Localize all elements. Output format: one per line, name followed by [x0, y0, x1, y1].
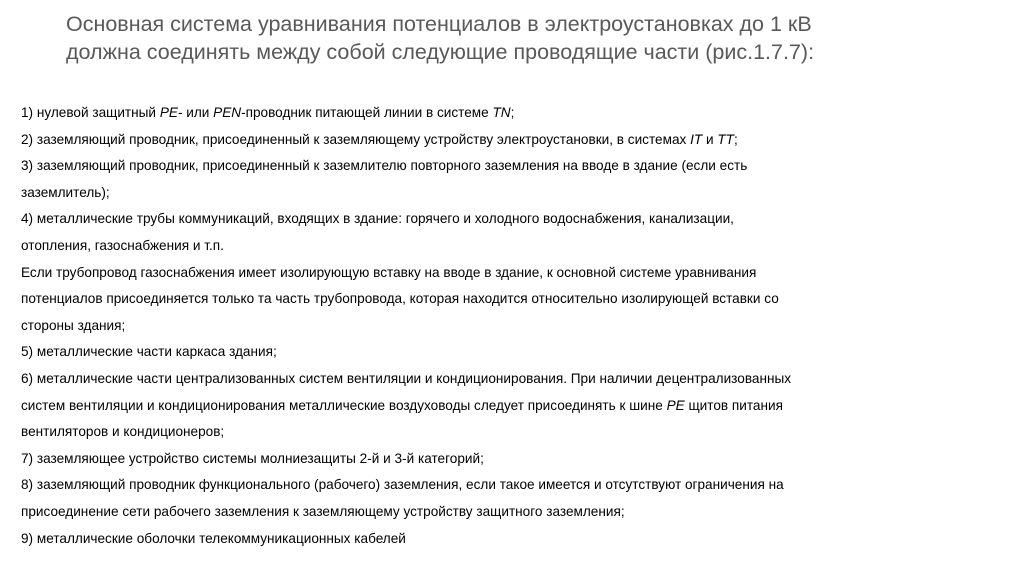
list-item: 5) металлические части каркаса здания;	[21, 344, 277, 360]
list-item-continuation: отопления, газоснабжения и т.п.	[21, 237, 224, 253]
slide-body	[21, 100, 1006, 552]
list-item-continuation: заземлитель);	[21, 184, 110, 200]
slide-title	[66, 10, 966, 66]
title-line-1: Основная система уравнивания потенциалов в электроустановках до 1 кВ	[66, 12, 812, 36]
paragraph-continuation: потенциалов присоединяется только та часть трубопровода, которая находится относительно изолирующей вставки со	[21, 291, 779, 307]
list-item: 1) нулевой защитный PE- или PEN-проводник питающей линии в системе TN;	[21, 105, 515, 120]
list-item: 3) заземляющий проводник, присоединенный к заземлителю повторного заземления на вводе в здание (если есть	[21, 158, 748, 174]
list-item: 4) металлические трубы коммуникаций, входящих в здание: горячего и холодного водоснабжения, канализации,	[21, 211, 734, 227]
title-line-2: должна соединять между собой следующие проводящие части (рис.1.7.7):	[66, 40, 815, 64]
list-item: 6) металлические части централизованных систем вентиляции и кондиционирования. При наличии децентрализованных	[21, 370, 792, 386]
list-item: 2) заземляющий проводник, присоединенный к заземляющему устройству электроустановки, в системах IT и TT;	[21, 131, 738, 147]
list-item: 7) заземляющее устройство системы молниезащиты 2-й и 3-й категорий;	[21, 450, 484, 466]
list-item-continuation: присоединение сети рабочего заземления к заземляющему устройству защитного заземления;	[21, 503, 625, 519]
list-item: 9) металлические оболочки телекоммуникационных кабелей	[21, 530, 406, 546]
list-item: 8) заземляющий проводник функционального (рабочего) заземления, если такое имеется и отсутствуют ограничения на	[21, 477, 784, 493]
list-item-continuation: систем вентиляции и кондиционирования металлические воздуховоды следует присоединять к шине PE щитов питания	[21, 397, 783, 413]
paragraph-continuation: стороны здания;	[21, 317, 126, 333]
paragraph: Если трубопровод газоснабжения имеет изолирующую вставку на вводе в здание, к основной системе уравнивания	[21, 264, 757, 280]
list-item-continuation: вентиляторов и кондиционеров;	[21, 424, 225, 440]
